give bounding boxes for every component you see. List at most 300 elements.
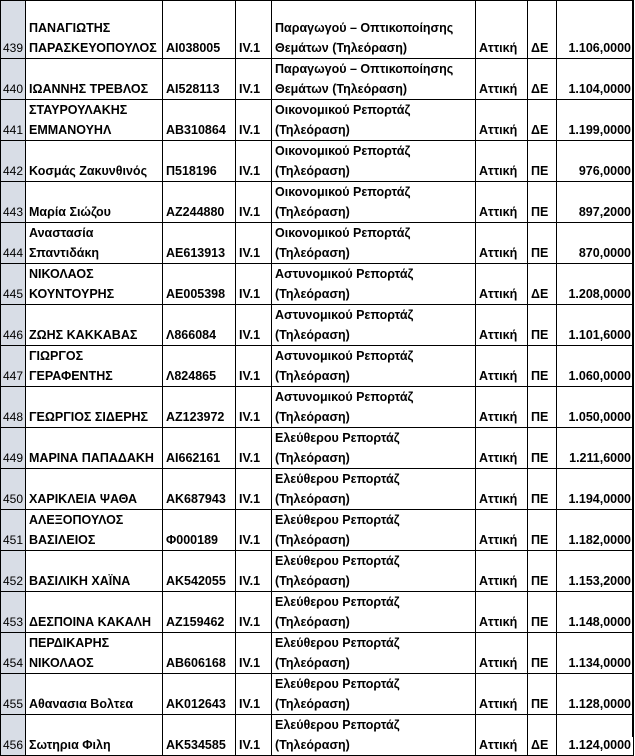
category-cell[interactable] <box>528 141 557 182</box>
level-cell[interactable] <box>236 182 272 223</box>
category: ΔΕ <box>531 123 549 137</box>
id-number: Λ866084 <box>166 328 217 342</box>
specialty: Οικονομικού Ρεπορτάζ (Τηλεόραση) <box>275 144 411 178</box>
category-cell[interactable] <box>528 346 557 387</box>
id-number: ΑΚ687943 <box>166 492 226 506</box>
id-cell[interactable] <box>163 1 236 59</box>
level-cell[interactable] <box>236 551 272 592</box>
row-number-cell[interactable] <box>1 182 26 223</box>
id-cell[interactable] <box>163 510 236 551</box>
id-cell[interactable] <box>163 59 236 100</box>
name-cell[interactable] <box>26 264 163 305</box>
score: 976,0000 <box>578 164 631 178</box>
category-cell[interactable] <box>528 469 557 510</box>
id-cell[interactable] <box>163 633 236 674</box>
score-cell[interactable] <box>557 305 634 346</box>
category: ΠΕ <box>531 656 549 670</box>
category-cell[interactable] <box>528 1 557 59</box>
row-number-cell[interactable] <box>1 264 26 305</box>
table-row[interactable] <box>1 633 634 674</box>
specialty: Ελεύθερου Ρεπορτάζ (Τηλεόραση) <box>275 472 400 506</box>
category-cell[interactable] <box>528 551 557 592</box>
specialty-cell[interactable] <box>272 59 476 100</box>
row-number: 444 <box>3 246 24 260</box>
row-number-cell[interactable] <box>1 223 26 264</box>
region-cell[interactable] <box>476 305 528 346</box>
specialty-cell[interactable] <box>272 387 476 428</box>
category-cell[interactable] <box>528 592 557 633</box>
level-code: IV.1 <box>239 205 261 219</box>
table-row[interactable] <box>1 182 634 223</box>
name-cell[interactable] <box>26 469 163 510</box>
row-number-cell[interactable] <box>1 387 26 428</box>
score-cell[interactable] <box>557 264 634 305</box>
category: ΠΕ <box>531 328 549 342</box>
specialty: Ελεύθερου Ρεπορτάζ (Τηλεόραση) <box>275 636 400 670</box>
name-cell[interactable] <box>26 305 163 346</box>
region-cell[interactable] <box>476 182 528 223</box>
region: Αττική <box>479 369 518 383</box>
specialty-cell[interactable] <box>272 100 476 141</box>
id-cell[interactable] <box>163 715 236 756</box>
specialty: Οικονομικού Ρεπορτάζ (Τηλεόραση) <box>275 185 411 219</box>
category: ΠΕ <box>531 533 549 547</box>
score-cell[interactable] <box>557 346 634 387</box>
id-cell[interactable] <box>163 592 236 633</box>
row-number-cell[interactable] <box>1 346 26 387</box>
region-cell[interactable] <box>476 469 528 510</box>
level-code: IV.1 <box>239 287 261 301</box>
category: ΠΕ <box>531 246 549 260</box>
row-number: 445 <box>3 287 24 301</box>
region: Αττική <box>479 656 518 670</box>
region-cell[interactable] <box>476 387 528 428</box>
name-cell[interactable] <box>26 633 163 674</box>
level-cell[interactable] <box>236 100 272 141</box>
table-row[interactable] <box>1 469 634 510</box>
region: Αττική <box>479 164 518 178</box>
region-cell[interactable] <box>476 674 528 715</box>
name-cell[interactable] <box>26 1 163 59</box>
score: 897,2000 <box>578 205 631 219</box>
row-number-cell[interactable] <box>1 674 26 715</box>
candidate-name: ΒΑΣΙΛΙΚΗ ΧΑΪΝΑ <box>29 574 131 588</box>
score-cell[interactable] <box>557 510 634 551</box>
row-number: 454 <box>3 656 24 670</box>
specialty-cell[interactable] <box>272 182 476 223</box>
specialty: Οικονομικού Ρεπορτάζ (Τηλεόραση) <box>275 103 411 137</box>
category-cell[interactable] <box>528 305 557 346</box>
level-code: IV.1 <box>239 369 261 383</box>
name-cell[interactable] <box>26 387 163 428</box>
id-number: ΑΚ534585 <box>166 738 226 752</box>
specialty: Αστυνομικού Ρεπορτάζ (Τηλεόραση) <box>275 308 414 342</box>
category-cell[interactable] <box>528 223 557 264</box>
id-cell[interactable] <box>163 182 236 223</box>
candidate-name: Αναστασία Σπαντιδάκη <box>29 226 100 260</box>
level-cell[interactable] <box>236 346 272 387</box>
region-cell[interactable] <box>476 264 528 305</box>
table-row[interactable] <box>1 100 634 141</box>
score-cell[interactable] <box>557 428 634 469</box>
level-cell[interactable] <box>236 59 272 100</box>
level-code: IV.1 <box>239 492 261 506</box>
score: 1.199,0000 <box>568 123 631 137</box>
region-cell[interactable] <box>476 100 528 141</box>
score: 1.182,0000 <box>568 533 631 547</box>
id-cell[interactable] <box>163 387 236 428</box>
candidate-name: ΖΩΗΣ ΚΑΚΚΑΒΑΣ <box>29 328 138 342</box>
specialty: Αστυνομικού Ρεπορτάζ (Τηλεόραση) <box>275 349 414 383</box>
id-number: Λ824865 <box>166 369 217 383</box>
level-cell[interactable] <box>236 633 272 674</box>
level-code: IV.1 <box>239 410 261 424</box>
table-body <box>1 1 634 756</box>
table-row[interactable] <box>1 264 634 305</box>
row-number-cell[interactable] <box>1 592 26 633</box>
category-cell[interactable] <box>528 510 557 551</box>
region: Αττική <box>479 451 518 465</box>
specialty: Ελεύθερου Ρεπορτάζ (Τηλεόραση) <box>275 677 400 711</box>
region-cell[interactable] <box>476 141 528 182</box>
score-cell[interactable] <box>557 387 634 428</box>
category: ΠΕ <box>531 451 549 465</box>
id-number: ΑΙ038005 <box>166 41 221 55</box>
category: ΠΕ <box>531 410 549 424</box>
level-code: IV.1 <box>239 615 261 629</box>
region-cell[interactable] <box>476 633 528 674</box>
specialty-cell[interactable] <box>272 141 476 182</box>
score: 1.101,6000 <box>568 328 631 342</box>
row-number: 448 <box>3 410 24 424</box>
id-number: ΑΕ613913 <box>166 246 226 260</box>
row-number: 451 <box>3 533 24 547</box>
region: Αττική <box>479 615 518 629</box>
score-cell[interactable] <box>557 223 634 264</box>
id-number: ΑΙ528113 <box>166 82 220 96</box>
candidate-name: ΓΙΩΡΓΟΣ ΓΕΡΑΦΕΝΤΗΣ <box>29 349 113 383</box>
row-number: 447 <box>3 369 24 383</box>
category: ΔΕ <box>531 82 549 96</box>
id-cell[interactable] <box>163 551 236 592</box>
candidate-name: ΧΑΡΙΚΛΕΙΑ ΨΑΘΑ <box>29 492 138 506</box>
row-number: 456 <box>3 738 24 752</box>
table-row[interactable] <box>1 510 634 551</box>
level-cell[interactable] <box>236 264 272 305</box>
row-number-cell[interactable] <box>1 141 26 182</box>
table-row[interactable] <box>1 715 634 756</box>
score: 1.050,0000 <box>568 410 631 424</box>
name-cell[interactable] <box>26 428 163 469</box>
score: 1.104,0000 <box>568 82 631 96</box>
score-cell[interactable] <box>557 1 634 59</box>
score-cell[interactable] <box>557 59 634 100</box>
category-cell[interactable] <box>528 428 557 469</box>
id-cell[interactable] <box>163 469 236 510</box>
candidate-name: Κοσμάς Ζακυνθινός <box>29 164 148 178</box>
specialty-cell[interactable] <box>272 633 476 674</box>
region-cell[interactable] <box>476 346 528 387</box>
id-number: ΑΖ159462 <box>166 615 225 629</box>
id-number: Φ000189 <box>166 533 218 547</box>
level-cell[interactable] <box>236 223 272 264</box>
specialty-cell[interactable] <box>272 551 476 592</box>
level-cell[interactable] <box>236 305 272 346</box>
table-row[interactable] <box>1 592 634 633</box>
region-cell[interactable] <box>476 510 528 551</box>
score-cell[interactable] <box>557 674 634 715</box>
region: Αττική <box>479 41 518 55</box>
specialty-cell[interactable] <box>272 674 476 715</box>
level-code: IV.1 <box>239 246 261 260</box>
id-number: Π518196 <box>166 164 217 178</box>
region: Αττική <box>479 492 518 506</box>
candidate-name: ΓΕΩΡΓΙΟΣ ΣΙΔΕΡΗΣ <box>29 410 149 424</box>
region: Αττική <box>479 205 518 219</box>
level-cell[interactable] <box>236 387 272 428</box>
region-cell[interactable] <box>476 428 528 469</box>
specialty: Ελεύθερου Ρεπορτάζ (Τηλεόραση) <box>275 718 400 752</box>
category-cell[interactable] <box>528 674 557 715</box>
category-cell[interactable] <box>528 100 557 141</box>
category: ΠΕ <box>531 369 549 383</box>
id-number: ΑΚ542055 <box>166 574 226 588</box>
category: ΠΕ <box>531 615 549 629</box>
row-number: 440 <box>3 82 24 96</box>
name-cell[interactable] <box>26 715 163 756</box>
specialty-cell[interactable] <box>272 510 476 551</box>
row-number: 442 <box>3 164 24 178</box>
name-cell[interactable] <box>26 551 163 592</box>
id-cell[interactable] <box>163 674 236 715</box>
level-code: IV.1 <box>239 123 261 137</box>
specialty-cell[interactable] <box>272 1 476 59</box>
id-number: ΑΖ123972 <box>166 410 225 424</box>
row-number-cell[interactable] <box>1 510 26 551</box>
score-cell[interactable] <box>557 100 634 141</box>
table-row[interactable] <box>1 223 634 264</box>
score: 1.153,2000 <box>568 574 631 588</box>
id-number: ΑΒ606168 <box>166 656 226 670</box>
region: Αττική <box>479 328 518 342</box>
score: 870,0000 <box>578 246 631 260</box>
candidate-name: ΙΩΑΝΝΗΣ ΤΡΕΒΛΟΣ <box>29 82 149 96</box>
score: 1.060,0000 <box>568 369 631 383</box>
candidate-name: Μαρία Σιώζου <box>29 205 111 219</box>
region: Αττική <box>479 287 518 301</box>
name-cell[interactable] <box>26 346 163 387</box>
score: 1.211,6000 <box>569 451 631 465</box>
specialty-cell[interactable] <box>272 305 476 346</box>
specialty: Ελεύθερου Ρεπορτάζ (Τηλεόραση) <box>275 431 400 465</box>
specialty: Αστυνομικού Ρεπορτάζ (Τηλεόραση) <box>275 267 414 301</box>
score: 1.124,0000 <box>568 738 631 752</box>
specialty-cell[interactable] <box>272 715 476 756</box>
id-cell[interactable] <box>163 223 236 264</box>
region-cell[interactable] <box>476 551 528 592</box>
category-cell[interactable] <box>528 633 557 674</box>
row-number: 446 <box>3 328 24 342</box>
level-cell[interactable] <box>236 428 272 469</box>
row-number: 453 <box>3 615 24 629</box>
table-row[interactable] <box>1 428 634 469</box>
category: ΠΕ <box>531 205 549 219</box>
category-cell[interactable] <box>528 264 557 305</box>
level-cell[interactable] <box>236 510 272 551</box>
level-cell[interactable] <box>236 674 272 715</box>
row-number-cell[interactable] <box>1 305 26 346</box>
category: ΠΕ <box>531 164 549 178</box>
specialty: Παραγωγού – Οπτικοποίησης Θεμάτων (Τηλεόραση) <box>275 21 454 55</box>
name-cell[interactable] <box>26 510 163 551</box>
level-cell[interactable] <box>236 1 272 59</box>
region-cell[interactable] <box>476 223 528 264</box>
candidate-name: ΑΛΕΞΟΠΟΥΛΟΣ ΒΑΣΙΛΕΙΟΣ <box>29 513 124 547</box>
row-number: 441 <box>3 123 24 137</box>
row-number-cell[interactable] <box>1 59 26 100</box>
level-code: IV.1 <box>239 574 261 588</box>
region: Αττική <box>479 123 518 137</box>
name-cell[interactable] <box>26 592 163 633</box>
row-number-cell[interactable] <box>1 469 26 510</box>
id-number: ΑΒ310864 <box>166 123 226 137</box>
score-cell[interactable] <box>557 551 634 592</box>
specialty-cell[interactable] <box>272 223 476 264</box>
region: Αττική <box>479 410 518 424</box>
specialty: Ελεύθερου Ρεπορτάζ (Τηλεόραση) <box>275 513 400 547</box>
level-code: IV.1 <box>239 533 261 547</box>
table-row[interactable] <box>1 674 634 715</box>
level-code: IV.1 <box>239 697 261 711</box>
region: Αττική <box>479 82 518 96</box>
specialty-cell[interactable] <box>272 469 476 510</box>
category-cell[interactable] <box>528 387 557 428</box>
name-cell[interactable] <box>26 223 163 264</box>
row-number: 449 <box>3 451 24 465</box>
candidate-name: Σωτηρια Φιλη <box>29 738 111 752</box>
score-cell[interactable] <box>557 182 634 223</box>
name-cell[interactable] <box>26 141 163 182</box>
id-number: ΑΚ012643 <box>166 697 226 711</box>
level-code: IV.1 <box>239 328 261 342</box>
row-number-cell[interactable] <box>1 715 26 756</box>
id-cell[interactable] <box>163 346 236 387</box>
id-cell[interactable] <box>163 264 236 305</box>
category-cell[interactable] <box>528 715 557 756</box>
level-cell[interactable] <box>236 141 272 182</box>
score-cell[interactable] <box>557 633 634 674</box>
name-cell[interactable] <box>26 182 163 223</box>
category: ΔΕ <box>531 738 549 752</box>
candidate-name: ΠΕΡΔΙΚΑΡΗΣ ΝΙΚΟΛΑΟΣ <box>29 636 110 670</box>
region: Αττική <box>479 574 518 588</box>
table-row[interactable] <box>1 1 634 59</box>
category-cell[interactable] <box>528 182 557 223</box>
candidate-name: Αθανασια Βολτεα <box>29 697 134 711</box>
id-cell[interactable] <box>163 305 236 346</box>
region-cell[interactable] <box>476 592 528 633</box>
level-cell[interactable] <box>236 592 272 633</box>
row-number-cell[interactable] <box>1 551 26 592</box>
specialty-cell[interactable] <box>272 428 476 469</box>
id-number: ΑΕ005398 <box>166 287 226 301</box>
specialty: Ελεύθερου Ρεπορτάζ (Τηλεόραση) <box>275 595 400 629</box>
table-row[interactable] <box>1 551 634 592</box>
name-cell[interactable] <box>26 59 163 100</box>
specialty: Αστυνομικού Ρεπορτάζ (Τηλεόραση) <box>275 390 414 424</box>
region: Αττική <box>479 738 518 752</box>
score-cell[interactable] <box>557 469 634 510</box>
id-cell[interactable] <box>163 141 236 182</box>
candidate-name: ΠΑΝΑΓΙΩΤΗΣ ΠΑΡΑΣΚΕΥΟΠΟΥΛΟΣ <box>29 21 157 55</box>
row-number: 455 <box>3 697 24 711</box>
specialty-cell[interactable] <box>272 346 476 387</box>
score: 1.208,0000 <box>568 287 631 301</box>
name-cell[interactable] <box>26 100 163 141</box>
id-number: ΑΖ244880 <box>166 205 225 219</box>
region-cell[interactable] <box>476 1 528 59</box>
table-row[interactable] <box>1 141 634 182</box>
specialty-cell[interactable] <box>272 264 476 305</box>
score: 1.194,0000 <box>568 492 631 506</box>
row-number: 452 <box>3 574 24 588</box>
row-number-cell[interactable] <box>1 633 26 674</box>
specialty: Παραγωγού – Οπτικοποίησης Θεμάτων (Τηλεόραση) <box>275 62 454 96</box>
category: ΠΕ <box>531 697 549 711</box>
id-cell[interactable] <box>163 100 236 141</box>
table-row[interactable] <box>1 346 634 387</box>
specialty-cell[interactable] <box>272 592 476 633</box>
row-number-cell[interactable] <box>1 100 26 141</box>
category: ΔΕ <box>531 41 549 55</box>
row-number: 450 <box>3 492 24 506</box>
score-cell[interactable] <box>557 592 634 633</box>
level-code: IV.1 <box>239 82 261 96</box>
level-code: IV.1 <box>239 164 261 178</box>
row-number-cell[interactable] <box>1 428 26 469</box>
score: 1.134,0000 <box>568 656 631 670</box>
category-cell[interactable] <box>528 59 557 100</box>
id-number: ΑΙ662161 <box>166 451 221 465</box>
level-code: IV.1 <box>239 451 261 465</box>
candidate-name: ΜΑΡΙΝΑ ΠΑΠΑΔΑΚΗ <box>29 451 154 465</box>
level-code: IV.1 <box>239 41 261 55</box>
name-cell[interactable] <box>26 674 163 715</box>
region-cell[interactable] <box>476 59 528 100</box>
score: 1.128,0000 <box>568 697 631 711</box>
candidate-name: ΝΙΚΟΛΑΟΣ ΚΟΥΝΤΟΥΡΗΣ <box>29 267 115 301</box>
level-cell[interactable] <box>236 715 272 756</box>
level-code: IV.1 <box>239 738 261 752</box>
table-row[interactable] <box>1 305 634 346</box>
specialty: Οικονομικού Ρεπορτάζ (Τηλεόραση) <box>275 226 411 260</box>
table-row[interactable] <box>1 59 634 100</box>
specialty: Ελεύθερου Ρεπορτάζ (Τηλεόραση) <box>275 554 400 588</box>
region-cell[interactable] <box>476 715 528 756</box>
row-number-cell[interactable] <box>1 1 26 59</box>
candidate-name: ΣΤΑΥΡΟΥΛΑΚΗΣ ΕΜΜΑΝΟΥΗΛ <box>29 103 128 137</box>
table-row[interactable] <box>1 387 634 428</box>
level-code: IV.1 <box>239 656 261 670</box>
score: 1.148,0000 <box>568 615 631 629</box>
level-cell[interactable] <box>236 469 272 510</box>
candidate-name: ΔΕΣΠΟΙΝΑ ΚΑΚΑΛΗ <box>29 615 152 629</box>
category: ΔΕ <box>531 287 549 301</box>
region: Αττική <box>479 697 518 711</box>
score-cell[interactable] <box>557 715 634 756</box>
score-cell[interactable] <box>557 141 634 182</box>
id-cell[interactable] <box>163 428 236 469</box>
